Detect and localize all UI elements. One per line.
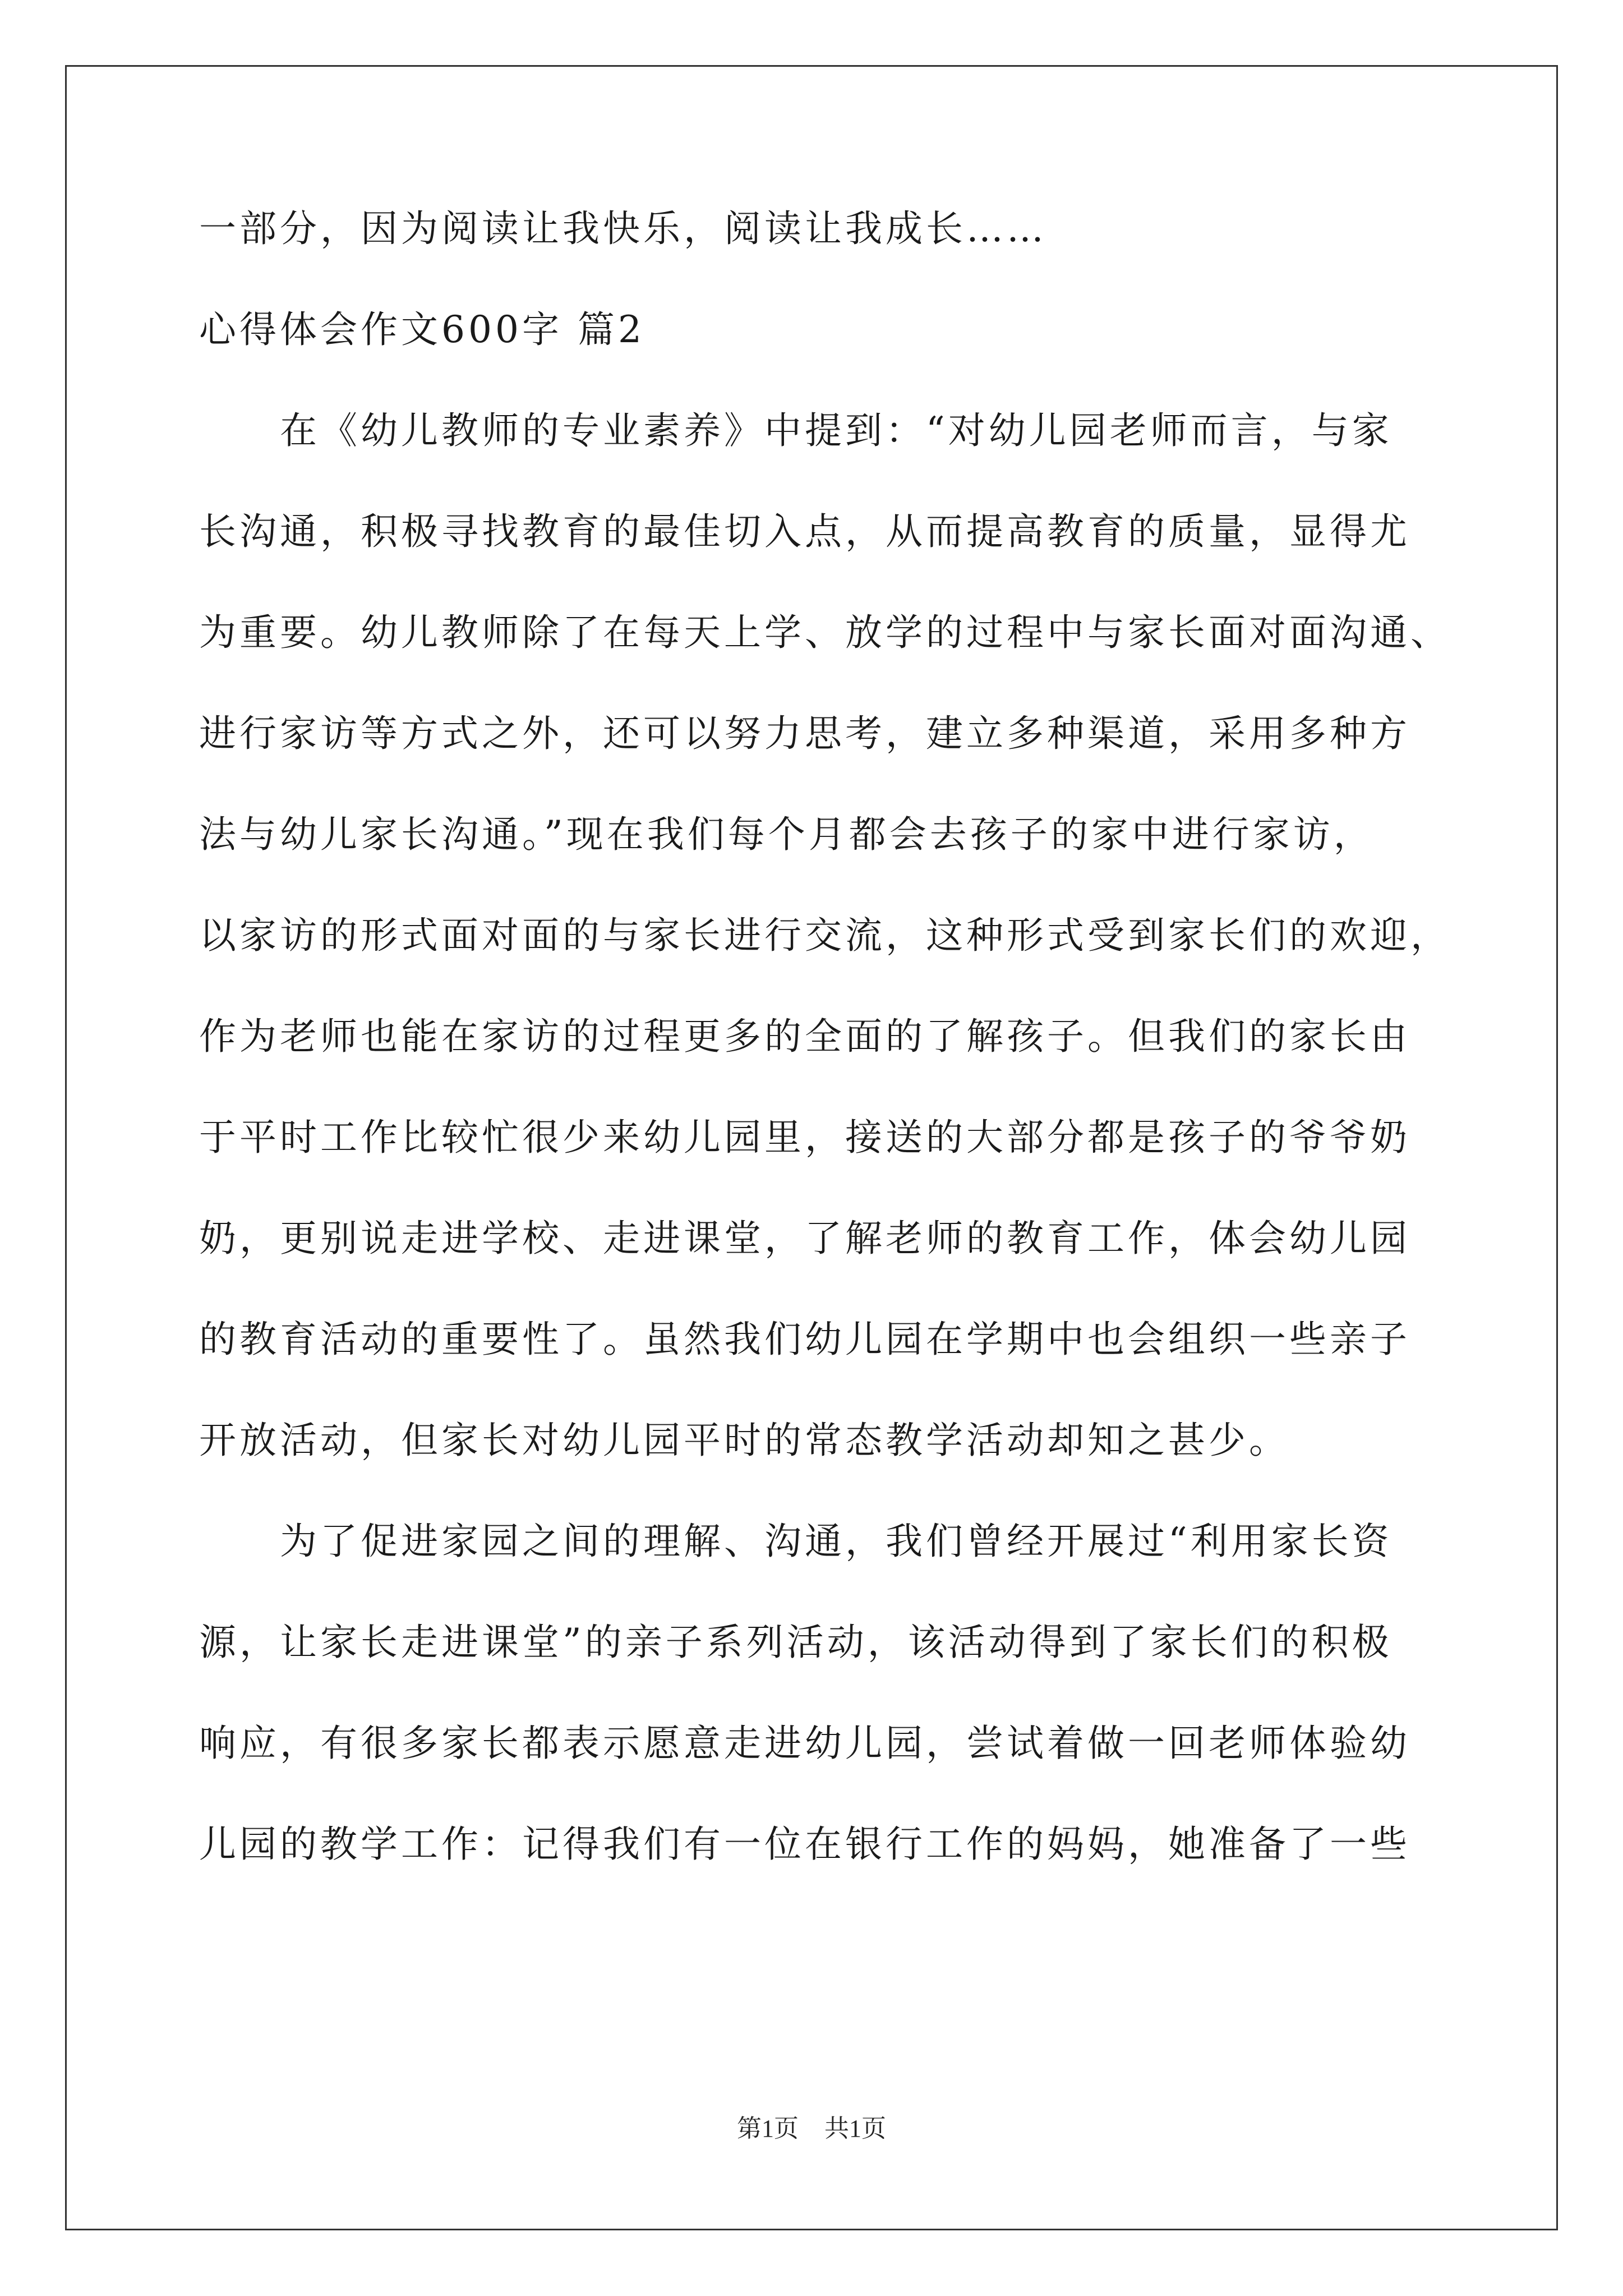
text-line: 响应，有很多家长都表示愿意走进幼儿园，尝试着做一回老师体验幼 xyxy=(199,1722,1410,1765)
page-footer xyxy=(0,2112,1623,2146)
page-number: 第1页 xyxy=(737,2115,799,2142)
text-line: 奶，更别说走进学校、走进课堂，了解老师的教育工作，体会幼儿园 xyxy=(199,1217,1410,1260)
section-heading: 心得体会作文600字 篇2 xyxy=(199,308,645,351)
page-total: 共1页 xyxy=(824,2115,886,2142)
text-line: 源，让家长走进课堂”的亲子系列活动，该活动得到了家长们的积极 xyxy=(199,1621,1393,1664)
text-line: 作为老师也能在家访的过程更多的全面的了解孩子。但我们的家长由 xyxy=(199,1015,1410,1058)
text-line: 一部分，因为阅读让我快乐，阅读让我成长…… xyxy=(199,207,1047,250)
text-line: 为了促进家园之间的理解、沟通，我们曾经开展过“利用家长资 xyxy=(199,1520,1393,1563)
text-line: 进行家访等方式之外，还可以努力思考，建立多种渠道，采用多种方 xyxy=(199,712,1410,755)
text-line: 开放活动，但家长对幼儿园平时的常态教学活动却知之甚少。 xyxy=(199,1419,1289,1462)
text-line: 长沟通，积极寻找教育的最佳切入点，从而提高教育的质量，显得尤 xyxy=(199,510,1410,553)
text-line: 以家访的形式面对面的与家长进行交流，这种形式受到家长们的欢迎， xyxy=(199,914,1451,957)
text-line: 在《幼儿教师的专业素养》中提到：“对幼儿园老师而言，与家 xyxy=(199,409,1393,452)
text-line: 为重要。幼儿教师除了在每天上学、放学的过程中与家长面对面沟通、 xyxy=(199,611,1451,654)
text-line: 的教育活动的重要性了。虽然我们幼儿园在学期中也会组织一些亲子 xyxy=(199,1318,1410,1361)
text-line: 于平时工作比较忙很少来幼儿园里，接送的大部分都是孩子的爷爷奶 xyxy=(199,1116,1410,1159)
text-line: 法与幼儿家长沟通。”现在我们每个月都会去孩子的家中进行家访， xyxy=(199,813,1374,856)
text-line: 儿园的教学工作：记得我们有一位在银行工作的妈妈，她准备了一些 xyxy=(199,1823,1410,1866)
